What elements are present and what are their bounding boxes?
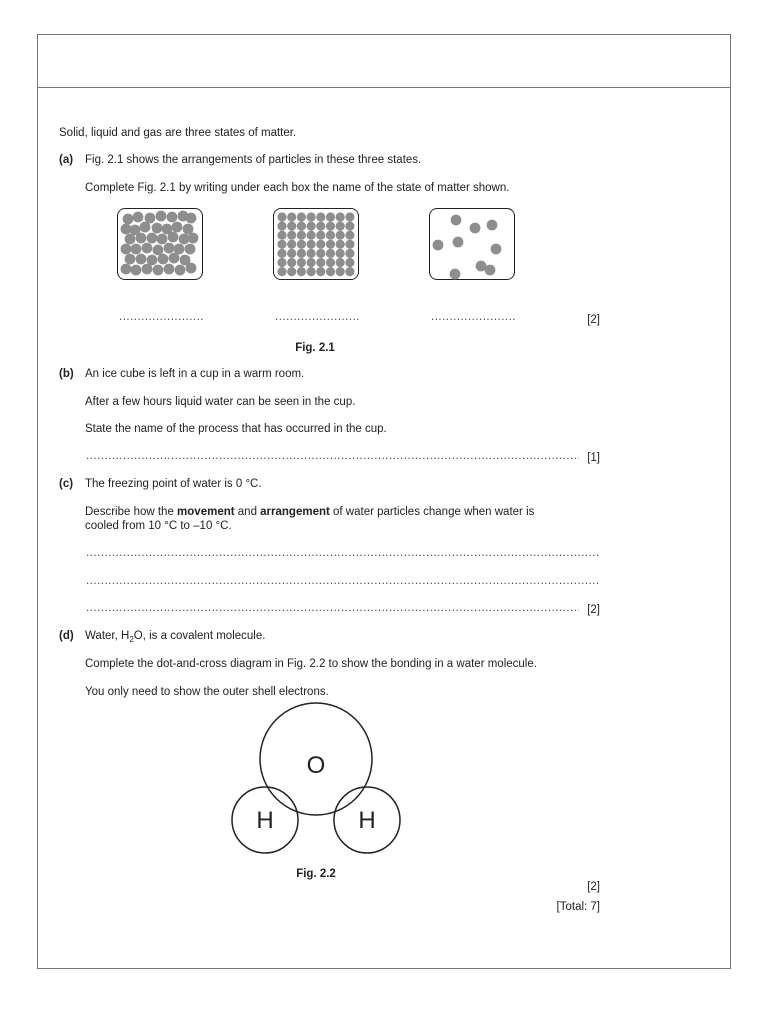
part-c-label: (c) [59, 478, 74, 490]
liquid-particle [185, 262, 196, 273]
oxygen-symbol: O [306, 752, 326, 779]
liquid-particle [135, 232, 146, 243]
liquid-particle [163, 242, 174, 253]
liquid-particle [166, 211, 177, 222]
liquid-particle [167, 231, 178, 242]
liquid-particle [141, 263, 152, 274]
solid-particle [325, 221, 334, 230]
part-c-line3: cooled from 10 °C to –10 °C. [85, 520, 232, 532]
part-c-line2-post: of water particles change when water is [329, 506, 535, 518]
answer-line-b[interactable] [86, 449, 579, 463]
solid-particle [277, 230, 286, 239]
answer-line-box1[interactable] [119, 310, 203, 324]
solid-particle [306, 221, 315, 230]
solid-particle [325, 267, 334, 276]
solid-particle [277, 267, 286, 276]
liquid-particle [130, 243, 141, 254]
solid-particle [335, 212, 344, 221]
solid-particle [287, 212, 296, 221]
part-b-line2: After a few hours liquid water can be seen in the cup. [85, 396, 356, 408]
solid-particle [296, 239, 305, 248]
part-d-line1-pre: Water, H [85, 630, 130, 642]
solid-particle [287, 257, 296, 266]
solid-particle [287, 267, 296, 276]
hydrogen-symbol-left: H [256, 807, 274, 834]
part-c-line1: The freezing point of water is 0 °C. [85, 478, 262, 490]
liquid-particle [157, 253, 168, 264]
solid-particle [287, 248, 296, 257]
water-molecule-diagram[interactable] [0, 700, 768, 900]
solid-particle [287, 230, 296, 239]
fig-2-1-caption: Fig. 2.1 [295, 342, 335, 354]
part-d-subscript: 2 [129, 635, 134, 644]
gas-particles-diagram [429, 208, 515, 280]
solid-particle [306, 267, 315, 276]
part-c-marks: [2] [587, 604, 600, 616]
solid-particle [316, 239, 325, 248]
part-d-line1 [85, 629, 265, 643]
solid-particle [287, 239, 296, 248]
part-d-label: (d) [59, 630, 74, 642]
solid-particle [325, 230, 334, 239]
solid-particles-diagram [273, 208, 359, 280]
solid-particle [345, 248, 354, 257]
liquid-particle [139, 221, 150, 232]
part-d-marks: [2] [587, 881, 600, 893]
solid-particle [306, 230, 315, 239]
liquid-particle [120, 243, 131, 254]
part-d-line2: Complete the dot-and-cross diagram in Fig. 2.2 to show the bonding in a water molecule. [85, 658, 537, 670]
solid-particle [335, 230, 344, 239]
liquid-particle [184, 243, 195, 254]
solid-particle [335, 267, 344, 276]
gas-particle [450, 214, 461, 225]
solid-particle [277, 257, 286, 266]
solid-particle [335, 257, 344, 266]
solid-particle [316, 257, 325, 266]
gas-particles-box [429, 208, 515, 280]
solid-particle [316, 267, 325, 276]
liquid-particle [156, 233, 167, 244]
solid-particle [345, 257, 354, 266]
solid-particle [325, 239, 334, 248]
liquid-particle [146, 232, 157, 243]
part-c-line2-pre: Describe how the [85, 506, 178, 518]
part-b-line3: State the name of the process that has occurred in the cup. [85, 423, 387, 435]
gas-particle [484, 264, 495, 275]
gas-particle [452, 236, 463, 247]
solid-particle [335, 221, 344, 230]
liquid-particle [124, 253, 135, 264]
liquid-particle [141, 242, 152, 253]
intro-text: Solid, liquid and gas are three states of matter. [59, 127, 297, 139]
liquid-particle [122, 213, 133, 224]
part-b-label: (b) [59, 368, 74, 380]
answer-line-box3[interactable] [431, 310, 515, 324]
solid-particle [325, 248, 334, 257]
solid-particle [296, 212, 305, 221]
fig-2-2-caption: Fig. 2.2 [296, 868, 336, 880]
liquid-particle [151, 222, 162, 233]
solid-particles-box [273, 208, 359, 280]
solid-particle [277, 212, 286, 221]
solid-particle [306, 212, 315, 221]
total-marks: [Total: 7] [556, 901, 600, 913]
solid-particle [335, 248, 344, 257]
gas-particle [449, 268, 460, 279]
liquid-particle [152, 264, 163, 275]
solid-particle [345, 239, 354, 248]
solid-particle [345, 267, 354, 276]
hydrogen-symbol-right: H [358, 807, 376, 834]
solid-particle [306, 239, 315, 248]
solid-particle [316, 230, 325, 239]
solid-particle [345, 221, 354, 230]
solid-particle [296, 230, 305, 239]
solid-particle [306, 257, 315, 266]
part-b-marks: [1] [587, 452, 600, 464]
liquid-particle [135, 253, 146, 264]
liquid-particle [155, 210, 166, 221]
gas-particle [432, 239, 443, 250]
solid-particle [296, 267, 305, 276]
solid-particle [316, 221, 325, 230]
solid-particle [325, 257, 334, 266]
liquid-particles-diagram [117, 208, 203, 280]
part-b-line1: An ice cube is left in a cup in a warm room. [85, 368, 305, 380]
part-c-line2 [85, 505, 534, 519]
part-a-label: (a) [59, 154, 74, 166]
liquid-particle [132, 211, 143, 222]
solid-particle [345, 212, 354, 221]
answer-line-box2[interactable] [275, 310, 359, 324]
liquid-particle [130, 264, 141, 275]
part-a-marks: [2] [587, 314, 600, 326]
solid-particle [345, 230, 354, 239]
answer-line-c3[interactable] [86, 601, 579, 615]
liquid-particle [124, 233, 135, 244]
answer-line-c1[interactable] [86, 546, 599, 560]
solid-particle [316, 248, 325, 257]
liquid-particles-box [117, 208, 203, 280]
liquid-particle [187, 232, 198, 243]
solid-particle [335, 239, 344, 248]
solid-particle [306, 248, 315, 257]
liquid-particle [171, 221, 182, 232]
solid-particle [277, 239, 286, 248]
liquid-particle [174, 264, 185, 275]
part-a-line1: Fig. 2.1 shows the arrangements of particles in these three states. [85, 154, 422, 166]
solid-particle [325, 212, 334, 221]
solid-particle [287, 221, 296, 230]
part-c-line2-mid: and [234, 506, 261, 518]
solid-particle [277, 221, 286, 230]
part-a-line2: Complete Fig. 2.1 by writing under each box the name of the state of matter shown. [85, 182, 510, 194]
solid-particle [316, 212, 325, 221]
solid-particle [296, 257, 305, 266]
solid-particle [296, 221, 305, 230]
liquid-particle [185, 212, 196, 223]
liquid-particle [163, 263, 174, 274]
solid-particle [296, 248, 305, 257]
gas-particle [469, 222, 480, 233]
solid-particle [277, 248, 286, 257]
liquid-particle [120, 263, 131, 274]
gas-particle [490, 243, 501, 254]
liquid-particle [168, 252, 179, 263]
part-c-bold-arrangement: arrangement [260, 506, 330, 518]
part-d-line1-post: O, is a covalent molecule. [133, 630, 266, 642]
part-d-line3: You only need to show the outer shell electrons. [85, 686, 329, 698]
part-c-bold-movement: movement [177, 506, 235, 518]
answer-line-c2[interactable] [86, 574, 599, 588]
header-divider [37, 87, 731, 88]
gas-particle [486, 219, 497, 230]
